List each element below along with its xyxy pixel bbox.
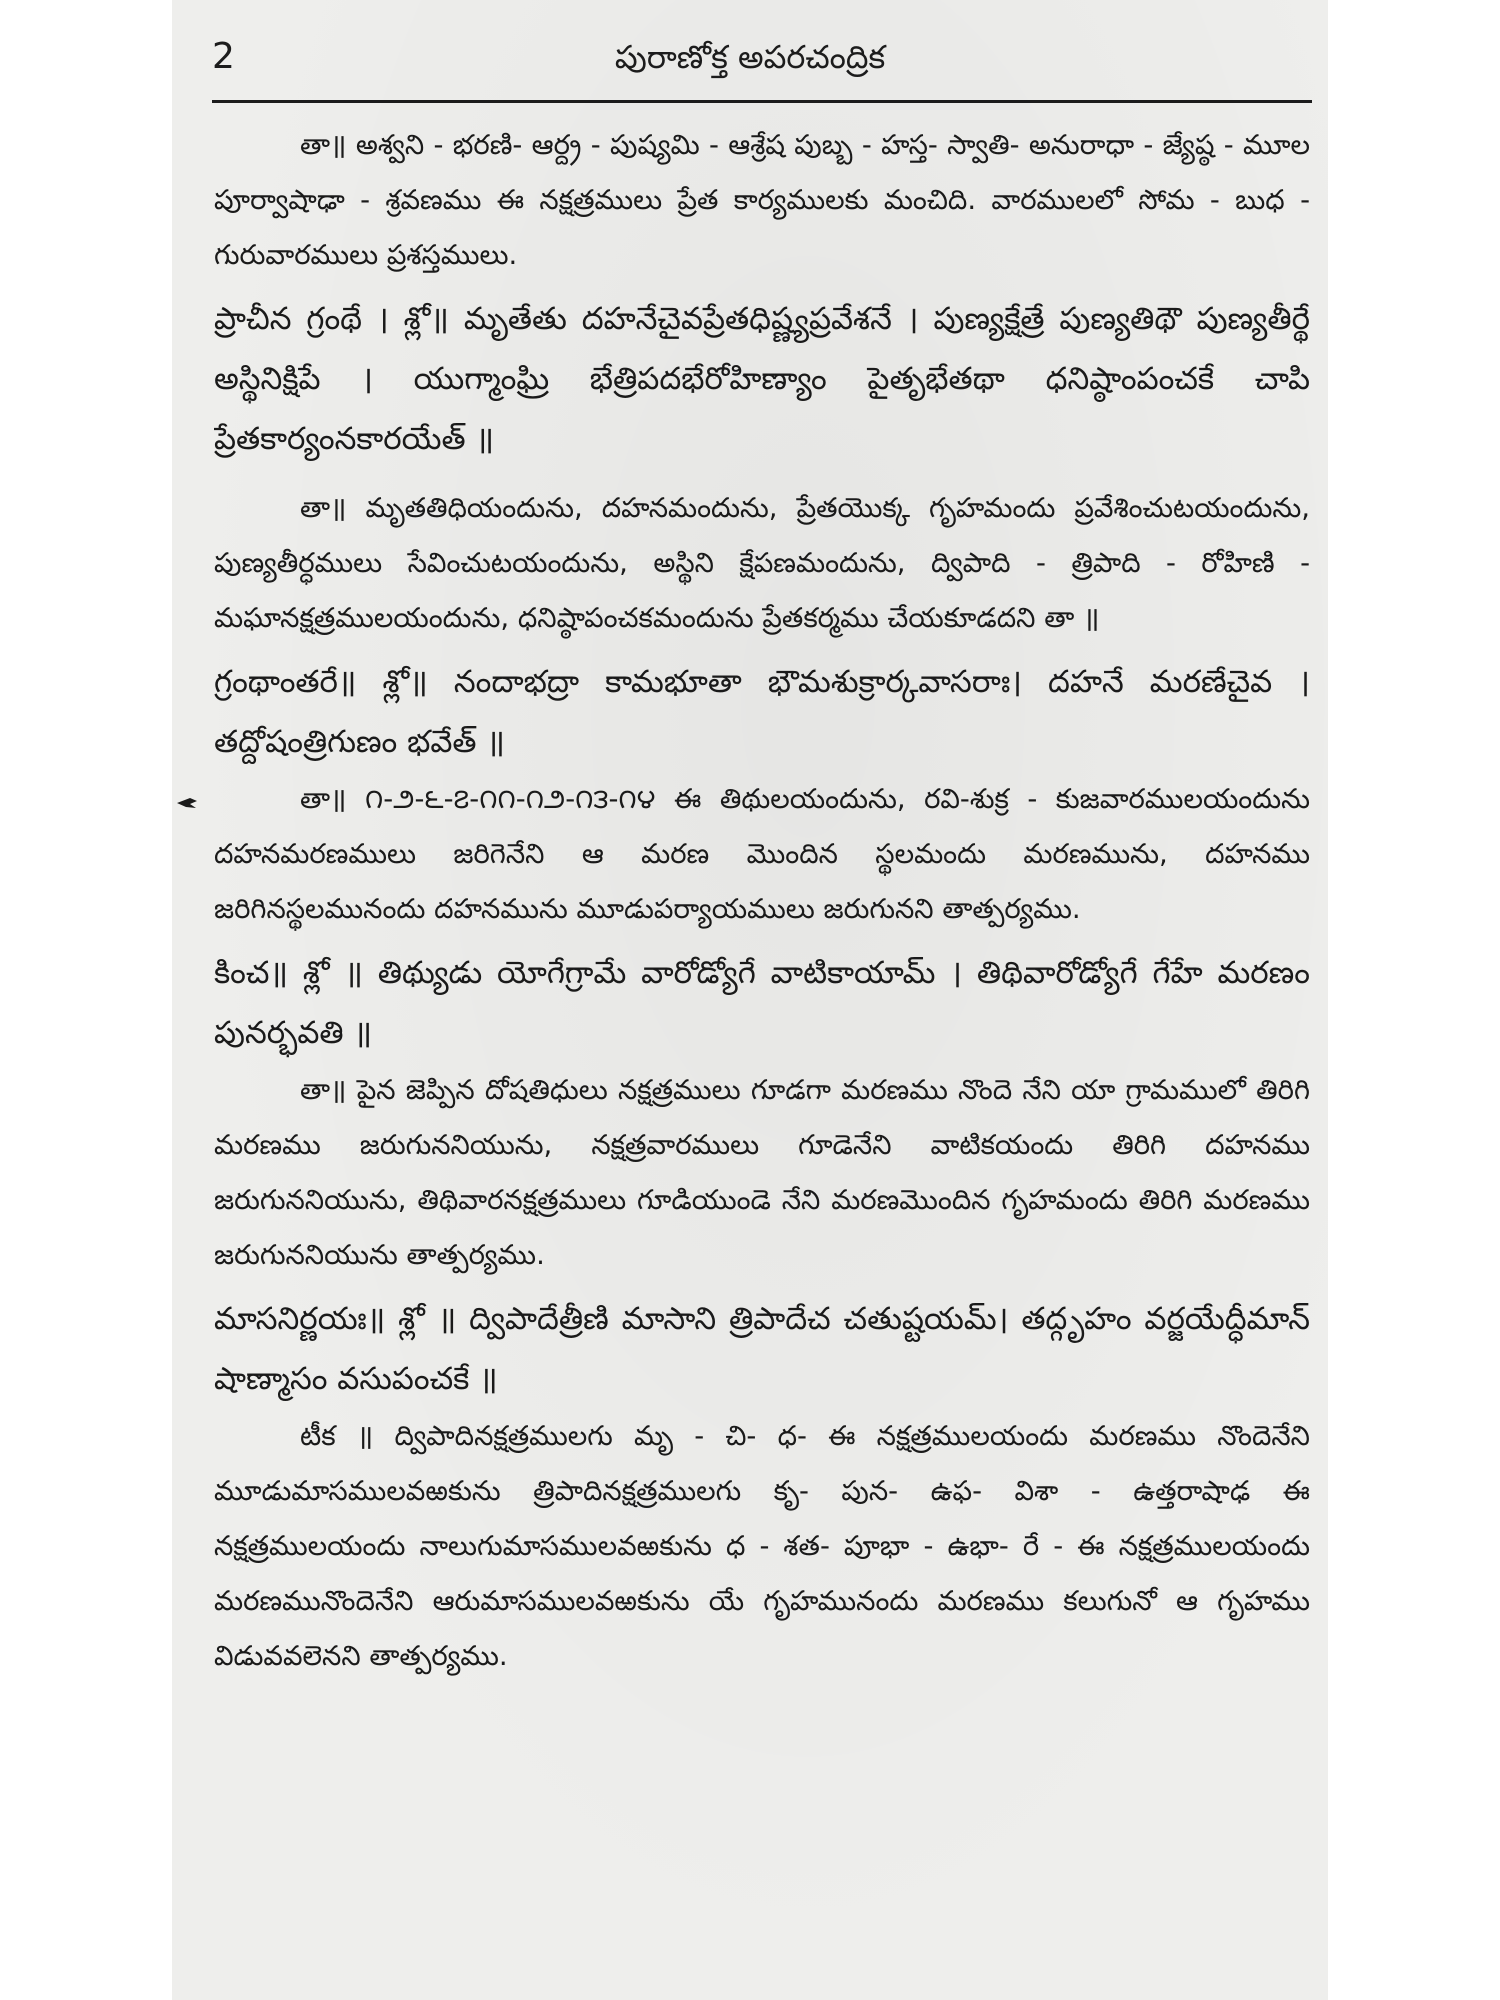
verse-block-3: కించ॥ శ్లో ॥ తిథ్యుడు యోగేగ్రామే వారోడ్యోగే వాటికాయామ్ । తిథివారోడ్యోగే గేహే మరణం పునర్భవతి ॥ [214, 955, 1310, 1051]
page-body [214, 118, 1310, 1980]
pointing-hand-mark-icon [176, 796, 198, 810]
commentary-paragraph-3: తా॥ ౧-౨-౬-౭-౧౧-౧౨-౧౩-౧౪ ఈ తిథులయందును, రవి-శుక్ర - కుజవారములయందును దహనమరణములు జరిగెనేని ఆ మరణ మొందిన స్థలమందు మరణమును, దహనము జరిగినస్థలమునందు దహనమును మూడుపర్యాయములు జరుగునని తాత్పర్యము. [214, 783, 1310, 925]
commentary-paragraph-4: తా॥ పైన జెప్పిన దోషతిధులు నక్షత్రములు గూడగా మరణము నొందె నేని యా గ్రామములో తిరిగి మరణము జరుగుననియును, నక్షత్రవారములు గూడెనేని వాటికయందు తిరిగి దహనము జరుగుననియును, తిథివారనక్షత్రములు గూడియుండె నేని మరణమొందిన గృహమందు తిరిగి మరణము జరుగుననియును తాత్పర్యము. [214, 1074, 1310, 1271]
commentary-paragraph-2: తా॥ మృతతిధియందును, దహనమందును, ప్రేతయొక్క గృహమందు ప్రవేశించుటయందును, పుణ్యతీర్ధములు సేవించుటయందును, అస్థిని క్షేపణమందును, ద్విపాది - త్రిపాది - రోహిణి - మఘానక్షత్రములయందును, ధనిష్ఠాపంచకమందును ప్రేతకర్మము చేయకూడదని తా ॥ [214, 492, 1310, 634]
commentary-paragraph-5: టీక ॥ ద్విపాదినక్షత్రములగు మృ - చి- ధ- ఈ నక్షత్రములయందు మరణము నొందెనేని మూడుమాసములవఱకును త్రిపాదినక్షత్రములగు కృ- పున- ఉఫ- విశా - ఉత్తరాషాఢ ఈ నక్షత్రములయందు నాలుగుమాసములవఱకును ధ - శత- పూభా - ఉభా- రే - ఈ నక్షత్రములయందు మరణమునొందెనేని ఆరుమాసములవఱకును యే గృహమునందు మరణము కలుగునో ఆ గృహము విడువవలెనని తాత్పర్యము. [214, 1420, 1310, 1672]
page-number: 2 [212, 36, 235, 77]
verse-block-1: ప్రాచీన గ్రంథే । శ్లో॥ మృతేతు దహనేచైవప్రేతధిష్ణ్యప్రవేశనే । పుణ్యక్షేత్రే పుణ్యతిథౌ పుణ్యతీర్థే అస్థినిక్షిపే । యుగ్మాంఘ్రి భేత్రిపదభేరోహిణ్యాం పైతృభేతథా ధనిష్ఠాంపంచకే చాపి ప్రేతకార్యంనకారయేత్ ॥ [214, 301, 1310, 457]
page-header [212, 30, 1288, 92]
verse-block-4: మాసనిర్ణయః॥ శ్లో ॥ ద్విపాదేత్రీణి మాసాని త్రిపాదేచ చతుష్టయమ్। తద్గృహం వర్జయేద్ధీమాన్ షాణ్మాసం వసుపంచకే ॥ [214, 1301, 1310, 1397]
header-rule [212, 100, 1312, 103]
spacer [214, 469, 1310, 481]
verse-block-2: గ్రంథాంతరే॥ శ్లో॥ నందాభద్రా కామభూతా భౌమశుక్రార్కవాసరాః। దహనే మరణేచైవ । తద్దోషంత్రిగుణం భవేత్ ॥ [214, 664, 1310, 760]
commentary-paragraph-1: తా॥ అశ్వని - భరణి- ఆర్ద్ర - పుష్యమి - ఆశ్రేష పుబ్బ - హస్త- స్వాతి- అనురాధా - జ్యేష్ఠ - మూల పూర్వాషాఢా - శ్రవణము ఈ నక్షత్రములు ప్రేత కార్యములకు మంచిది. వారములలో సోమ - బుధ - గురువారములు ప్రశస్తములు. [214, 129, 1310, 271]
running-title: పురాణోక్త అపరచంద్రిక [614, 38, 886, 76]
book-page [172, 0, 1328, 2000]
